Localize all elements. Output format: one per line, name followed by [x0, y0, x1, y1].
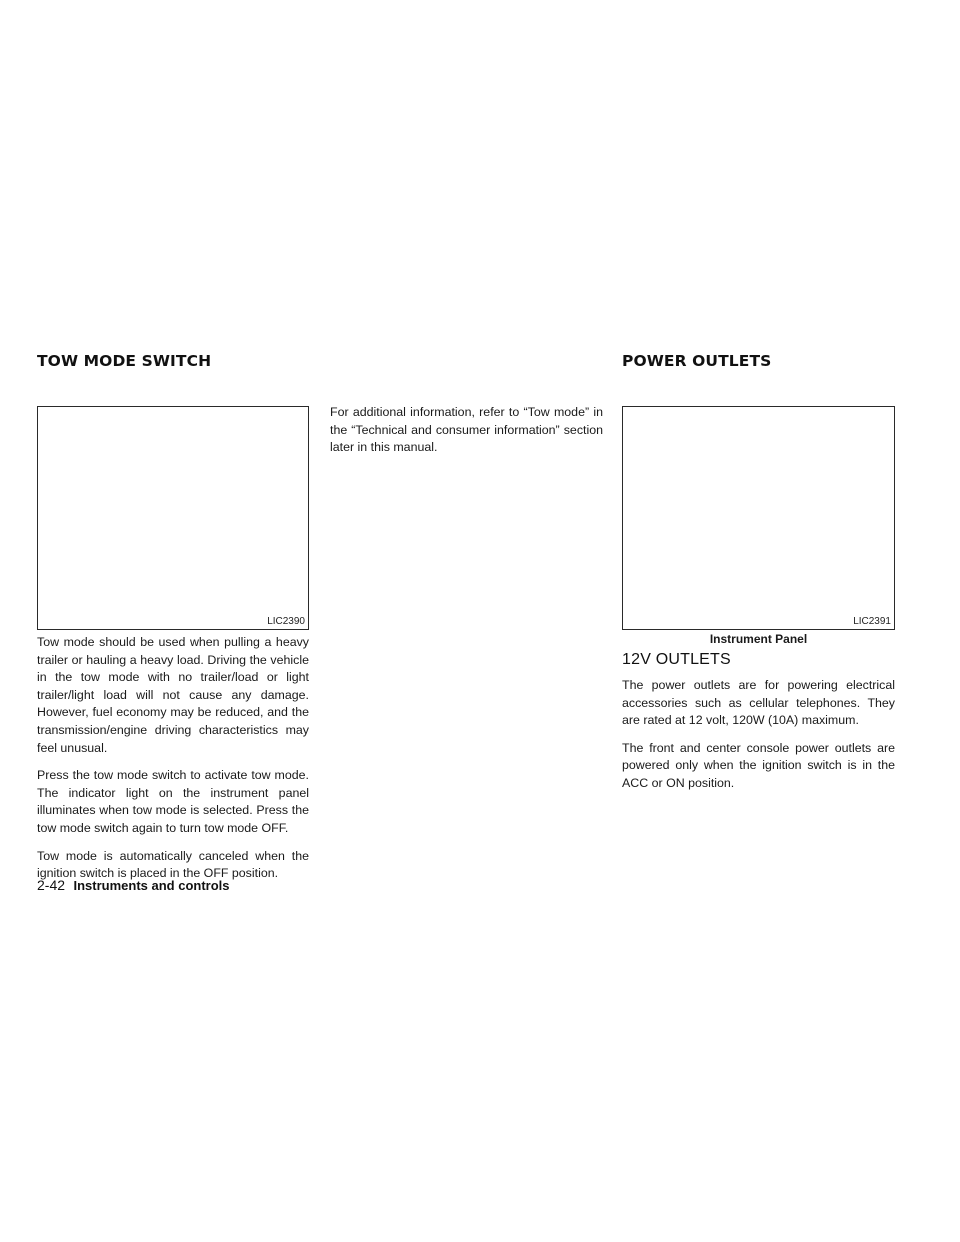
left-column-text — [37, 634, 309, 893]
subheading-12v-outlets: 12V OUTLETS — [622, 651, 731, 668]
figure-caption: Instrument Panel — [709, 632, 808, 646]
paragraph: The front and center console power outlets are powered only when the ignition switch is in the ACC or ON position. — [622, 740, 895, 790]
figure-code: LIC2391 — [853, 616, 891, 627]
paragraph: For additional information, refer to “Tow mode” in the “Technical and consumer information” section later in this manual. — [330, 405, 603, 455]
figure-code: LIC2390 — [267, 616, 305, 627]
paragraph: The power outlets are for powering electrical accessories such as cellular telephones. They are rated at 12 volt, 120W (10A) maximum. — [622, 678, 895, 728]
right-column-text — [622, 677, 895, 803]
page-number: 2-42 — [37, 877, 66, 893]
paragraph: Tow mode is automatically canceled when the ignition switch is placed in the OFF position. — [37, 848, 309, 881]
paragraph: Press the tow mode switch to activate tow mode. The indicator light on the instrument panel illuminates when tow mode is selected. Press the tow mode switch again to turn tow mode OFF. — [37, 768, 309, 835]
paragraph: Tow mode should be used when pulling a heavy trailer or hauling a heavy load. Driving the vehicle in the tow mode with no trailer/load or light trailer/light load will not cause any damage. However, fuel economy may be reduced, and the transmission/engine driving characteristics may feel unusual. — [37, 635, 309, 755]
tow-mode-switch-figure — [37, 406, 309, 630]
section-heading-power-outlets: POWER OUTLETS — [622, 352, 772, 370]
section-heading-tow-mode-switch: TOW MODE SWITCH — [37, 352, 212, 370]
footer-section-title: Instruments and controls — [73, 878, 230, 893]
page-footer — [37, 877, 230, 895]
middle-column-text — [330, 404, 603, 467]
instrument-panel-figure — [622, 406, 895, 630]
